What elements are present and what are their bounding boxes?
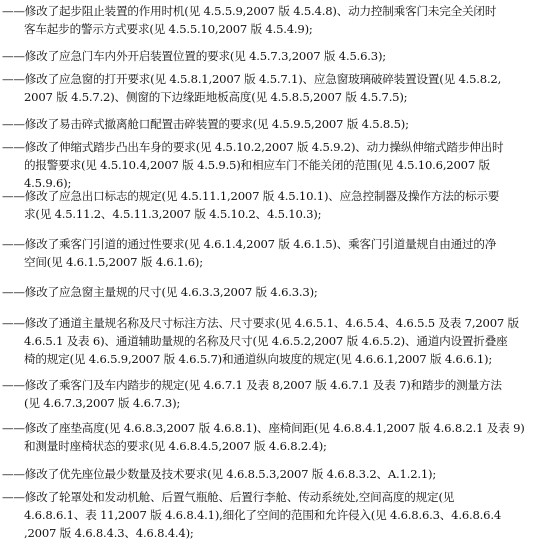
- list-item-continuation-line: 和测量时座椅状态的要求(见 4.6.8.4.5,2007 版 4.6.8.2.4);: [24, 439, 327, 453]
- list-item-continuation-line: 的报警要求(见 4.5.10.4,2007 版 4.5.9.5)和相应车门不能关闭的范围(见 4.5.10.6,2007 版: [24, 158, 490, 172]
- list-item-first-line: ——修改了起步阻止装置的作用时机(见 4.5.5.9,2007 版 4.5.4.8)、动力控制乘客门未完全关闭时: [2, 4, 497, 18]
- list-item-first-line: ——修改了应急窗主量规的尺寸(见 4.6.3.3,2007 版 4.6.3.3);: [2, 285, 318, 299]
- list-item-continuation-line: (见 4.6.7.3,2007 版 4.6.7.3);: [24, 396, 181, 410]
- list-item-continuation-line: 4.6.5.1 及表 6)、通道辅助量规的名称及尺寸(见 4.6.5.2,2007 版 4.6.5.2)、通道内设置折叠座: [24, 334, 508, 348]
- list-item-continuation-line: 4.6.8.6.1、表 11,2007 版 4.6.8.4.1),细化了空间的范围和允许侵入(见 4.6.8.6.3、4.6.8.6.4: [24, 508, 501, 522]
- list-item-first-line: ——修改了乘客门引道的通过性要求(见 4.6.1.4,2007 版 4.6.1.5)、乘客门引道量规自由通过的净: [2, 237, 497, 251]
- list-item-first-line: ——修改了通道主量规名称及尺寸标注方法、尺寸要求(见 4.6.5.1、4.6.5.4、4.6.5.5 及表 7,2007 版: [2, 316, 519, 330]
- list-item-continuation-line: 空间(见 4.6.1.5,2007 版 4.6.1.6);: [24, 255, 203, 269]
- list-item-continuation-line: 椅的规定(见 4.6.5.9,2007 版 4.6.5.7)和通道纵向坡度的规定(见 4.6.6.1,2007 版 4.6.6.1);: [24, 352, 493, 366]
- list-item-first-line: ——修改了应急门车内外开启装置位置的要求(见 4.5.7.3,2007 版 4.5.6.3);: [2, 49, 386, 63]
- list-item-first-line: ——修改了座垫高度(见 4.6.8.3,2007 版 4.6.8.1)、座椅间距(见 4.6.8.4.1,2007 版 4.6.8.2.1 及表 9): [2, 421, 525, 435]
- list-item-first-line: ——修改了应急窗的打开要求(见 4.5.8.1,2007 版 4.5.7.1)、应急窗玻璃破碎装置设置(见 4.5.8.2,: [2, 72, 502, 86]
- list-item-first-line: ——修改了轮罩处和发动机舱、后置气瓶舱、后置行李舱、传动系统处,空间高度的规定(见: [2, 490, 455, 504]
- list-item-first-line: ——修改了易击碎式撤离舱口配置击碎装置的要求(见 4.5.9.5,2007 版 4.5.8.5);: [2, 117, 409, 131]
- list-item-continuation-line: 4.5.9.6);: [24, 176, 72, 190]
- list-item-continuation-line: 2007 版 4.5.7.2)、侧窗的下边缘距地板高度(见 4.5.8.5,2007 版 4.5.7.5);: [24, 90, 408, 104]
- list-item-continuation-line: ,2007 版 4.6.8.4.3、4.6.8.4.4);: [24, 526, 194, 540]
- list-item-continuation-line: 客车起步的警示方式要求(见 4.5.5.10,2007 版 4.5.4.9);: [24, 22, 313, 36]
- list-item-continuation-line: 求(见 4.5.11.2、4.5.11.3,2007 版 4.5.10.2、4.5.10.3);: [24, 207, 322, 221]
- list-item-first-line: ——修改了优先座位最少数量及技术要求(见 4.6.8.5.3,2007 版 4.6.8.3.2、A.1.2.1);: [2, 467, 437, 481]
- list-item-first-line: ——修改了伸缩式踏步凸出车身的要求(见 4.5.10.2,2007 版 4.5.9.2)、动力操纵伸缩式踏步伸出时: [2, 140, 504, 154]
- list-item-first-line: ——修改了应急出口标志的规定(见 4.5.11.1,2007 版 4.5.10.1)、应急控制器及操作方法的标示要: [2, 189, 500, 203]
- list-item-first-line: ——修改了乘客门及车内踏步的规定(见 4.6.7.1 及表 8,2007 版 4.6.7.1 及表 7)和踏步的测量方法: [2, 378, 502, 392]
